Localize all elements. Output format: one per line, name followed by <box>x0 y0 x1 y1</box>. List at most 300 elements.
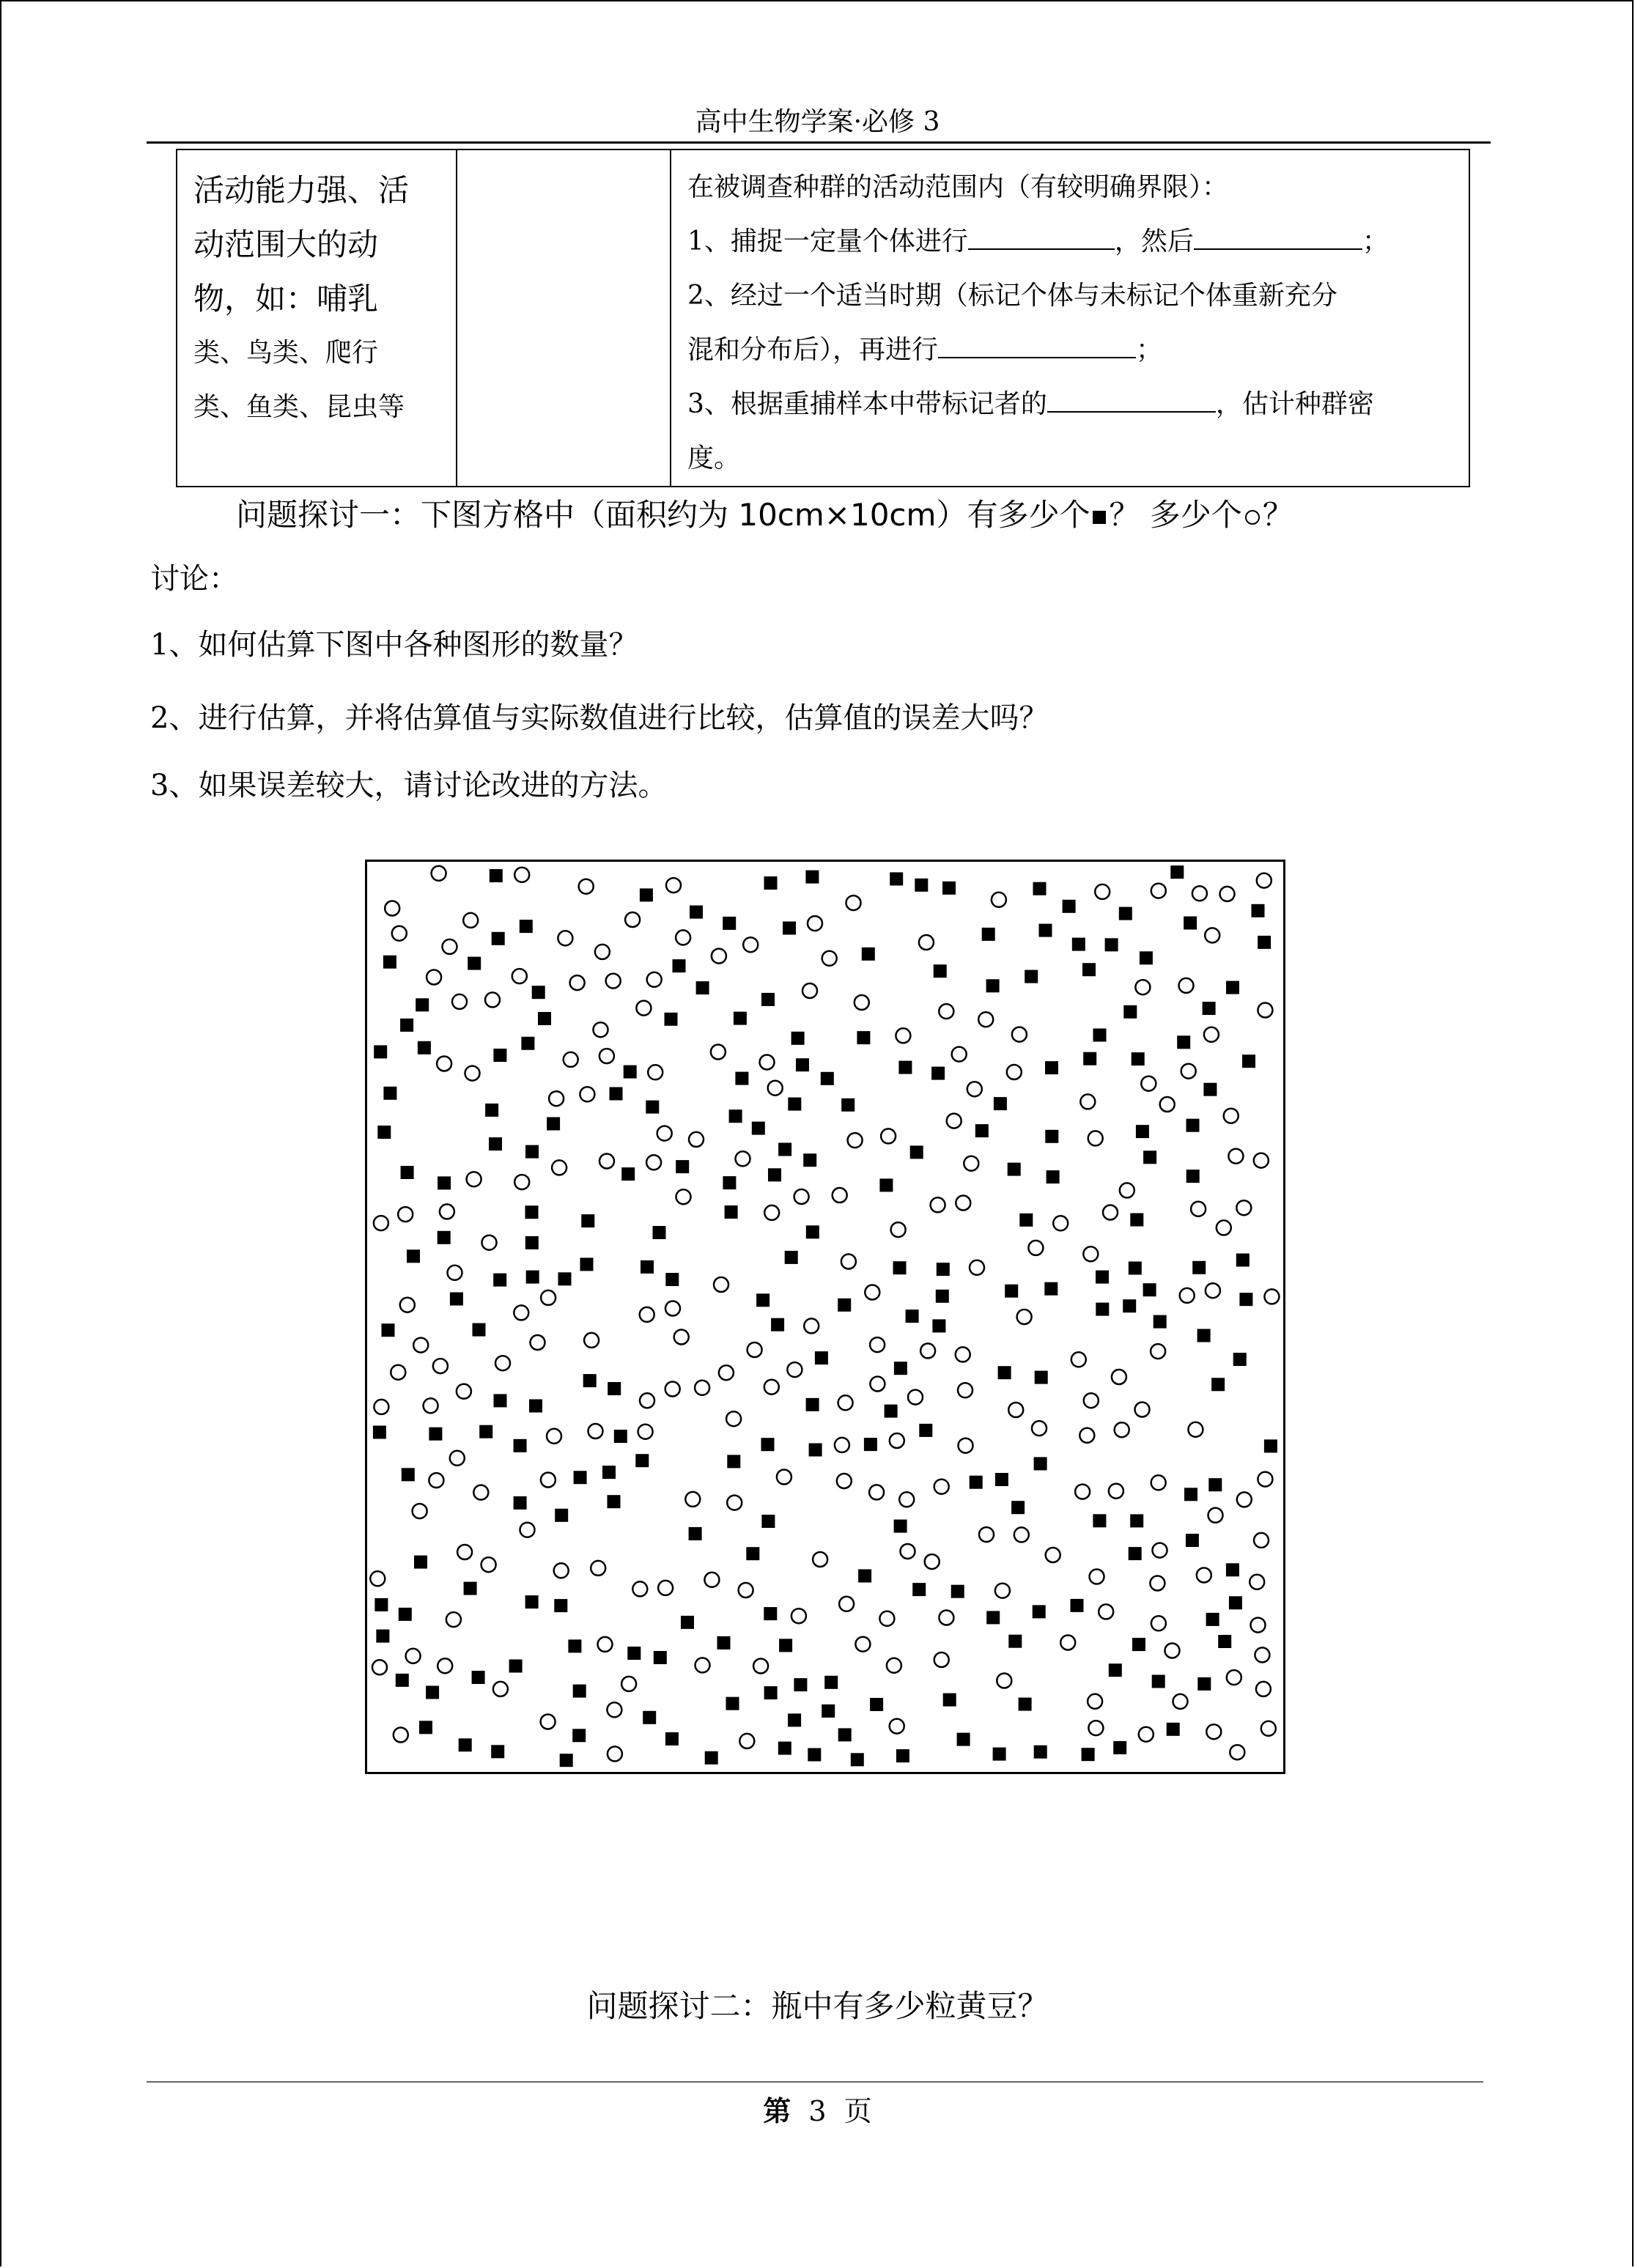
filled-square-mark <box>986 979 1000 992</box>
hollow-circle-mark <box>392 926 407 941</box>
hollow-circle-mark <box>1103 1205 1118 1220</box>
hollow-circle-mark <box>432 866 446 881</box>
hollow-circle-mark <box>640 1393 654 1408</box>
filled-square-mark <box>912 1583 926 1596</box>
filled-square-mark <box>934 964 947 978</box>
hollow-circle-mark <box>580 1087 594 1101</box>
hollow-circle-mark <box>1255 1647 1269 1662</box>
filled-square-mark <box>580 1257 594 1271</box>
hollow-circle-mark <box>1204 1027 1219 1042</box>
filled-square-mark <box>906 1310 919 1323</box>
hollow-circle-mark <box>1254 1153 1269 1168</box>
fill-blank[interactable] <box>1047 391 1216 413</box>
hollow-circle-mark <box>689 1132 704 1147</box>
hollow-circle-mark <box>1254 1533 1269 1548</box>
filled-square-mark <box>1034 1746 1047 1759</box>
hollow-circle-mark <box>1160 1097 1175 1112</box>
page-footer: 第 3 页 <box>763 2094 872 2127</box>
hollow-circle-mark <box>1188 1422 1203 1437</box>
filled-square-mark <box>374 1598 388 1611</box>
hollow-circle-mark <box>813 1552 827 1567</box>
target-line: 物，如：哺乳 <box>193 281 379 317</box>
hollow-circle-mark <box>413 1338 428 1353</box>
filled-square-mark <box>558 1272 572 1285</box>
hollow-circle-mark <box>714 1277 728 1292</box>
filled-square-mark <box>665 1732 679 1746</box>
hollow-circle-mark <box>541 1473 556 1488</box>
filled-square-mark <box>894 1362 907 1375</box>
filled-square-mark <box>937 1263 950 1276</box>
filled-square-mark <box>572 1729 586 1742</box>
hollow-circle-mark <box>939 1611 953 1625</box>
hollow-circle-mark <box>406 1649 421 1663</box>
filled-square-mark <box>525 1145 539 1159</box>
hollow-circle-mark <box>855 1637 870 1652</box>
hollow-circle-mark <box>638 1425 653 1439</box>
hollow-circle-mark <box>925 1554 940 1569</box>
hollow-circle-mark <box>666 878 681 893</box>
hollow-circle-mark <box>964 1156 978 1171</box>
hollow-circle-mark <box>665 1301 680 1316</box>
scatter-figure <box>367 862 1283 1772</box>
filled-square-mark <box>805 871 819 884</box>
fill-blank[interactable] <box>1194 228 1362 250</box>
hollow-circle-mark <box>934 1480 949 1494</box>
filled-square-mark <box>1034 1457 1047 1470</box>
filled-square-mark <box>1229 1596 1242 1609</box>
hollow-circle-mark <box>481 1557 496 1572</box>
filled-square-mark <box>602 1466 616 1479</box>
filled-square-mark <box>727 1455 740 1468</box>
filled-square-mark <box>1096 1271 1109 1284</box>
method-table <box>176 149 1470 487</box>
hollow-circle-mark <box>1257 873 1272 888</box>
hollow-circle-mark <box>804 1318 819 1333</box>
filled-square-mark <box>646 1101 659 1114</box>
hollow-circle-mark <box>599 1154 614 1169</box>
hollow-circle-mark <box>704 1573 719 1587</box>
hollow-circle-mark <box>743 937 758 952</box>
filled-square-mark <box>768 1168 781 1181</box>
hollow-circle-mark <box>1088 1721 1103 1735</box>
hollow-circle-mark <box>429 1473 443 1488</box>
discussion-item: 1、如何估算下图中各种图形的数量？ <box>150 628 638 662</box>
filled-square-mark <box>982 928 995 941</box>
hollow-circle-mark <box>920 1343 935 1358</box>
hollow-circle-mark <box>1109 1484 1123 1499</box>
filled-square-mark <box>665 1013 678 1026</box>
filled-square-mark <box>608 1495 621 1508</box>
step-3-cont: 度。 <box>687 443 741 473</box>
hollow-circle-mark <box>979 1527 994 1542</box>
method-name-cell <box>457 149 671 487</box>
filled-square-mark <box>838 1299 851 1312</box>
target-organisms <box>177 150 456 435</box>
hollow-circle-mark <box>1141 1076 1156 1091</box>
filled-square-mark <box>1129 1547 1142 1560</box>
hollow-circle-mark <box>584 1333 599 1348</box>
hollow-circle-mark <box>956 1347 970 1362</box>
hollow-circle-mark <box>493 1682 508 1696</box>
hollow-circle-mark <box>1180 1288 1195 1303</box>
hollow-circle-mark <box>1084 1393 1099 1408</box>
hollow-circle-mark <box>1060 1636 1075 1650</box>
hollow-circle-mark <box>1017 1310 1032 1324</box>
target-line: 活动能力强、活 <box>193 172 410 208</box>
step-2-cont: 混和分布后），再进行 ； <box>687 335 1163 365</box>
hollow-circle-mark <box>1206 1283 1220 1298</box>
filled-square-mark <box>653 1226 666 1239</box>
hollow-circle-mark <box>1088 1694 1102 1709</box>
hollow-circle-mark <box>648 1065 663 1079</box>
hollow-circle-mark <box>485 992 500 1007</box>
hollow-circle-mark <box>919 935 934 950</box>
hollow-circle-mark <box>931 1197 945 1212</box>
hollow-circle-mark <box>598 1637 613 1652</box>
hollow-circle-mark <box>607 1702 621 1717</box>
filled-square-mark <box>998 1366 1011 1379</box>
filled-square-mark <box>676 1160 689 1173</box>
filled-square-mark <box>1252 904 1265 917</box>
filled-square-mark <box>1167 1723 1180 1736</box>
target-line: 动范围大的动 <box>193 226 379 262</box>
filled-square-mark <box>821 1072 834 1085</box>
filled-square-mark <box>494 1394 507 1407</box>
hollow-circle-mark <box>625 912 640 927</box>
filled-square-mark <box>796 1058 809 1071</box>
filled-square-mark <box>1123 1299 1136 1312</box>
filled-square-mark <box>1019 1698 1032 1711</box>
hollow-circle-mark <box>520 1523 535 1537</box>
filled-square-mark <box>396 1674 409 1687</box>
hollow-circle-mark <box>1191 1202 1206 1216</box>
filled-square-mark <box>1186 1119 1200 1132</box>
hollow-circle-mark <box>1237 1492 1252 1507</box>
filled-square-mark <box>764 876 778 890</box>
filled-square-mark <box>729 1109 742 1123</box>
filled-square-mark <box>538 1012 551 1025</box>
filled-square-mark <box>951 1585 964 1598</box>
filled-square-mark <box>864 1438 877 1451</box>
hollow-circle-mark <box>1197 1568 1211 1583</box>
hollow-circle-mark <box>958 1383 972 1397</box>
filled-square-mark <box>1264 1439 1277 1452</box>
filled-square-mark <box>932 1319 945 1332</box>
hollow-circle-mark <box>1258 1003 1272 1018</box>
hollow-circle-mark <box>736 1151 750 1166</box>
hollow-circle-mark <box>959 1438 973 1453</box>
hollow-circle-mark <box>760 1055 775 1070</box>
hollow-circle-mark <box>1228 1149 1243 1164</box>
fill-blank[interactable] <box>938 336 1136 358</box>
filled-square-mark <box>696 981 709 994</box>
filled-square-mark <box>526 1271 539 1284</box>
filled-square-mark <box>778 1143 791 1156</box>
filled-square-mark <box>1047 1170 1060 1183</box>
footer-rule <box>147 2081 1483 2083</box>
hollow-circle-mark <box>636 1001 651 1016</box>
filled-square-mark <box>761 1515 775 1528</box>
hollow-circle-mark <box>967 1082 982 1096</box>
filled-square-mark <box>459 1738 472 1751</box>
hollow-circle-mark <box>870 1377 885 1392</box>
filled-square-mark <box>1239 1293 1252 1306</box>
filled-square-mark <box>407 1249 420 1263</box>
filled-square-mark <box>1203 1002 1216 1015</box>
hollow-circle-mark <box>437 1057 451 1071</box>
hollow-circle-mark <box>841 1255 856 1269</box>
filled-square-mark <box>841 1098 855 1112</box>
filled-square-mark <box>815 1351 828 1364</box>
filled-square-mark <box>857 1031 870 1044</box>
hollow-circle-mark <box>1217 1220 1231 1235</box>
hollow-circle-mark <box>1208 1508 1223 1523</box>
filled-square-mark <box>438 1176 451 1189</box>
filled-square-mark <box>493 1049 506 1062</box>
hollow-circle-mark <box>1205 928 1219 942</box>
hollow-circle-mark <box>748 1342 762 1357</box>
filled-square-mark <box>993 1748 1006 1761</box>
hollow-circle-mark <box>1179 978 1194 993</box>
hollow-circle-mark <box>794 1189 809 1204</box>
filled-square-mark <box>608 1382 621 1395</box>
filled-square-mark <box>673 959 686 972</box>
filled-square-mark <box>806 1225 819 1238</box>
filled-square-mark <box>681 1616 694 1629</box>
hollow-circle-mark <box>1192 886 1207 901</box>
hollow-circle-mark <box>727 1496 742 1510</box>
hollow-circle-mark <box>457 1384 471 1399</box>
filled-square-mark <box>491 1745 504 1758</box>
fill-blank[interactable] <box>968 228 1115 250</box>
filled-square-mark <box>1063 900 1076 913</box>
hollow-circle-mark <box>1080 1094 1095 1109</box>
filled-square-mark <box>573 1685 586 1698</box>
step-2: 2、经过一个适当时期（标记个体与未标记个体重新充分 <box>687 281 1337 311</box>
hollow-circle-mark <box>640 1307 654 1322</box>
hollow-circle-mark <box>901 1544 915 1559</box>
hollow-circle-mark <box>890 1719 904 1734</box>
filled-square-mark <box>665 1273 679 1286</box>
filled-square-mark <box>1072 938 1085 951</box>
hollow-circle-mark <box>595 945 610 959</box>
hollow-circle-mark <box>514 1175 529 1189</box>
filled-square-mark <box>975 1124 989 1137</box>
filled-square-mark <box>1197 1677 1211 1691</box>
filled-square-mark <box>1233 1353 1247 1366</box>
hollow-circle-mark <box>1135 980 1150 994</box>
hollow-circle-mark <box>1151 1344 1165 1359</box>
filled-square-mark <box>1033 1605 1046 1618</box>
hollow-circle-mark <box>391 1365 405 1380</box>
filled-square-mark <box>803 1153 816 1167</box>
filled-square-mark <box>1226 1563 1239 1576</box>
header-rule <box>147 141 1491 144</box>
filled-square-mark <box>402 1468 415 1481</box>
hollow-circle-mark <box>726 1411 741 1426</box>
hollow-circle-mark <box>712 949 726 964</box>
hollow-circle-mark <box>934 1652 949 1667</box>
hollow-circle-icon <box>1245 510 1260 525</box>
hollow-circle-mark <box>657 1126 672 1141</box>
filled-square-mark <box>614 1430 627 1443</box>
hollow-circle-mark <box>1090 1570 1104 1584</box>
filled-square-mark <box>479 1425 492 1438</box>
filled-square-mark <box>1008 1163 1021 1176</box>
hollow-circle-mark <box>992 893 1006 907</box>
hollow-circle-mark <box>372 1660 387 1674</box>
filled-square-mark <box>1082 963 1096 976</box>
target-cell <box>177 149 457 487</box>
filled-square-mark <box>764 1686 778 1699</box>
hollow-circle-mark <box>711 1045 726 1060</box>
hollow-circle-mark <box>467 1172 481 1186</box>
filled-square-mark <box>373 1426 386 1439</box>
filled-square-mark <box>725 1205 738 1219</box>
hollow-circle-mark <box>719 1365 734 1380</box>
hollow-circle-mark <box>839 1597 854 1611</box>
filled-square-mark <box>1132 1638 1145 1651</box>
hollow-circle-mark <box>1151 1475 1166 1490</box>
hollow-circle-mark <box>1095 884 1110 899</box>
filled-square-mark <box>894 1520 907 1533</box>
hollow-circle-mark <box>908 1390 923 1405</box>
filled-square-mark <box>1242 1054 1255 1068</box>
filled-square-mark <box>1170 865 1184 879</box>
hollow-circle-mark <box>594 1022 608 1037</box>
hollow-circle-mark <box>1053 1216 1068 1230</box>
hollow-circle-mark <box>564 1052 578 1067</box>
hollow-circle-mark <box>482 1235 497 1250</box>
hollow-circle-mark <box>995 1584 1010 1598</box>
filled-square-mark <box>583 1374 597 1387</box>
hollow-circle-mark <box>1181 1064 1196 1079</box>
filled-square-mark <box>761 1438 775 1451</box>
filled-square-mark <box>986 1611 1000 1624</box>
filled-square-mark <box>735 1072 748 1085</box>
filled-square-mark <box>1109 1663 1122 1677</box>
hollow-circle-mark <box>1264 1289 1279 1304</box>
hollow-circle-mark <box>838 1395 853 1410</box>
filled-square-mark <box>520 920 533 933</box>
filled-square-icon <box>1093 511 1106 524</box>
hollow-circle-mark <box>676 930 690 945</box>
filled-square-mark <box>970 1476 983 1489</box>
filled-square-mark <box>1045 1061 1058 1074</box>
hollow-circle-mark <box>400 1298 415 1312</box>
filled-square-mark <box>493 1274 506 1287</box>
hollow-circle-mark <box>632 1581 647 1596</box>
filled-square-mark <box>521 1037 534 1050</box>
hollow-circle-mark <box>438 1658 452 1673</box>
hollow-circle-mark <box>1071 1352 1086 1367</box>
filled-square-mark <box>1005 1285 1018 1298</box>
hollow-circle-mark <box>1153 1543 1167 1558</box>
hollow-circle-mark <box>833 1188 847 1203</box>
hollow-circle-mark <box>591 1561 605 1576</box>
hollow-circle-mark <box>1151 884 1166 898</box>
filled-square-mark <box>1218 1635 1231 1648</box>
filled-square-mark <box>838 1728 852 1741</box>
filled-square-mark <box>1039 924 1052 937</box>
filled-square-mark <box>995 1473 1008 1486</box>
filled-square-mark <box>1011 1501 1025 1514</box>
target-line: 类、鱼类、昆虫等 <box>193 392 405 422</box>
question-2-title: 问题探讨二：瓶中有多少粒黄豆？ <box>586 1988 1049 2024</box>
filled-square-mark <box>1045 1130 1058 1143</box>
hollow-circle-mark <box>739 1583 753 1597</box>
hollow-circle-mark <box>947 1114 962 1129</box>
filled-square-mark <box>1177 1035 1190 1049</box>
filled-square-mark <box>690 906 703 919</box>
filled-square-mark <box>1096 1303 1109 1316</box>
hollow-circle-mark <box>865 1285 879 1300</box>
hollow-circle-mark <box>1139 1727 1154 1742</box>
filled-square-mark <box>643 1711 656 1724</box>
filled-square-mark <box>931 1067 945 1080</box>
step-3: 3、根据重捕样本中带标记者的 ，估计种群密 <box>687 389 1374 419</box>
filled-square-mark <box>1258 936 1271 949</box>
filled-square-mark <box>472 1671 485 1684</box>
hollow-circle-mark <box>512 969 527 983</box>
hollow-circle-mark <box>791 1608 806 1623</box>
hollow-circle-mark <box>374 1216 388 1230</box>
hollow-circle-mark <box>1150 1576 1165 1591</box>
filled-square-mark <box>943 1693 956 1707</box>
hollow-circle-mark <box>588 1424 603 1438</box>
filled-square-mark <box>399 1608 412 1621</box>
hollow-circle-mark <box>1220 887 1235 901</box>
filled-square-mark <box>1044 1282 1058 1296</box>
hollow-circle-mark <box>370 1571 385 1586</box>
hollow-circle-mark <box>808 916 822 931</box>
hollow-circle-mark <box>837 1474 852 1488</box>
hollow-circle-mark <box>541 1715 556 1729</box>
hollow-circle-mark <box>1224 1109 1239 1123</box>
hollow-circle-mark <box>554 1563 569 1578</box>
hollow-circle-mark <box>1099 1604 1113 1619</box>
filled-square-mark <box>809 1444 822 1457</box>
filled-square-mark <box>756 1293 769 1307</box>
hollow-circle-mark <box>647 972 662 987</box>
filled-square-mark <box>788 1713 801 1726</box>
hollow-circle-mark <box>514 868 529 882</box>
filled-square-mark <box>957 1733 970 1746</box>
filled-square-mark <box>1211 1378 1225 1391</box>
filled-square-mark <box>560 1754 573 1767</box>
hollow-circle-mark <box>1173 1694 1188 1709</box>
hollow-circle-mark <box>970 1260 984 1275</box>
hollow-circle-mark <box>549 1091 564 1106</box>
hollow-circle-mark <box>768 1081 783 1096</box>
filled-square-mark <box>489 1137 502 1150</box>
filled-square-mark <box>1143 1283 1156 1296</box>
filled-square-mark <box>1203 1083 1217 1096</box>
hollow-circle-mark <box>1079 1428 1094 1443</box>
hollow-circle-mark <box>956 1196 970 1211</box>
filled-square-mark <box>473 1323 486 1337</box>
hollow-circle-mark <box>463 913 478 928</box>
filled-square-mark <box>1143 1150 1156 1164</box>
filled-square-mark <box>1140 951 1153 964</box>
filled-square-mark <box>1093 1029 1107 1042</box>
filled-square-mark <box>705 1751 718 1765</box>
hollow-circle-mark <box>646 1155 661 1170</box>
filled-square-mark <box>374 1045 387 1058</box>
filled-square-mark <box>624 1065 637 1079</box>
filled-square-mark <box>635 1454 649 1467</box>
steps-intro: 在被调查种群的活动范围内（有较明确界限）： <box>687 172 1229 202</box>
